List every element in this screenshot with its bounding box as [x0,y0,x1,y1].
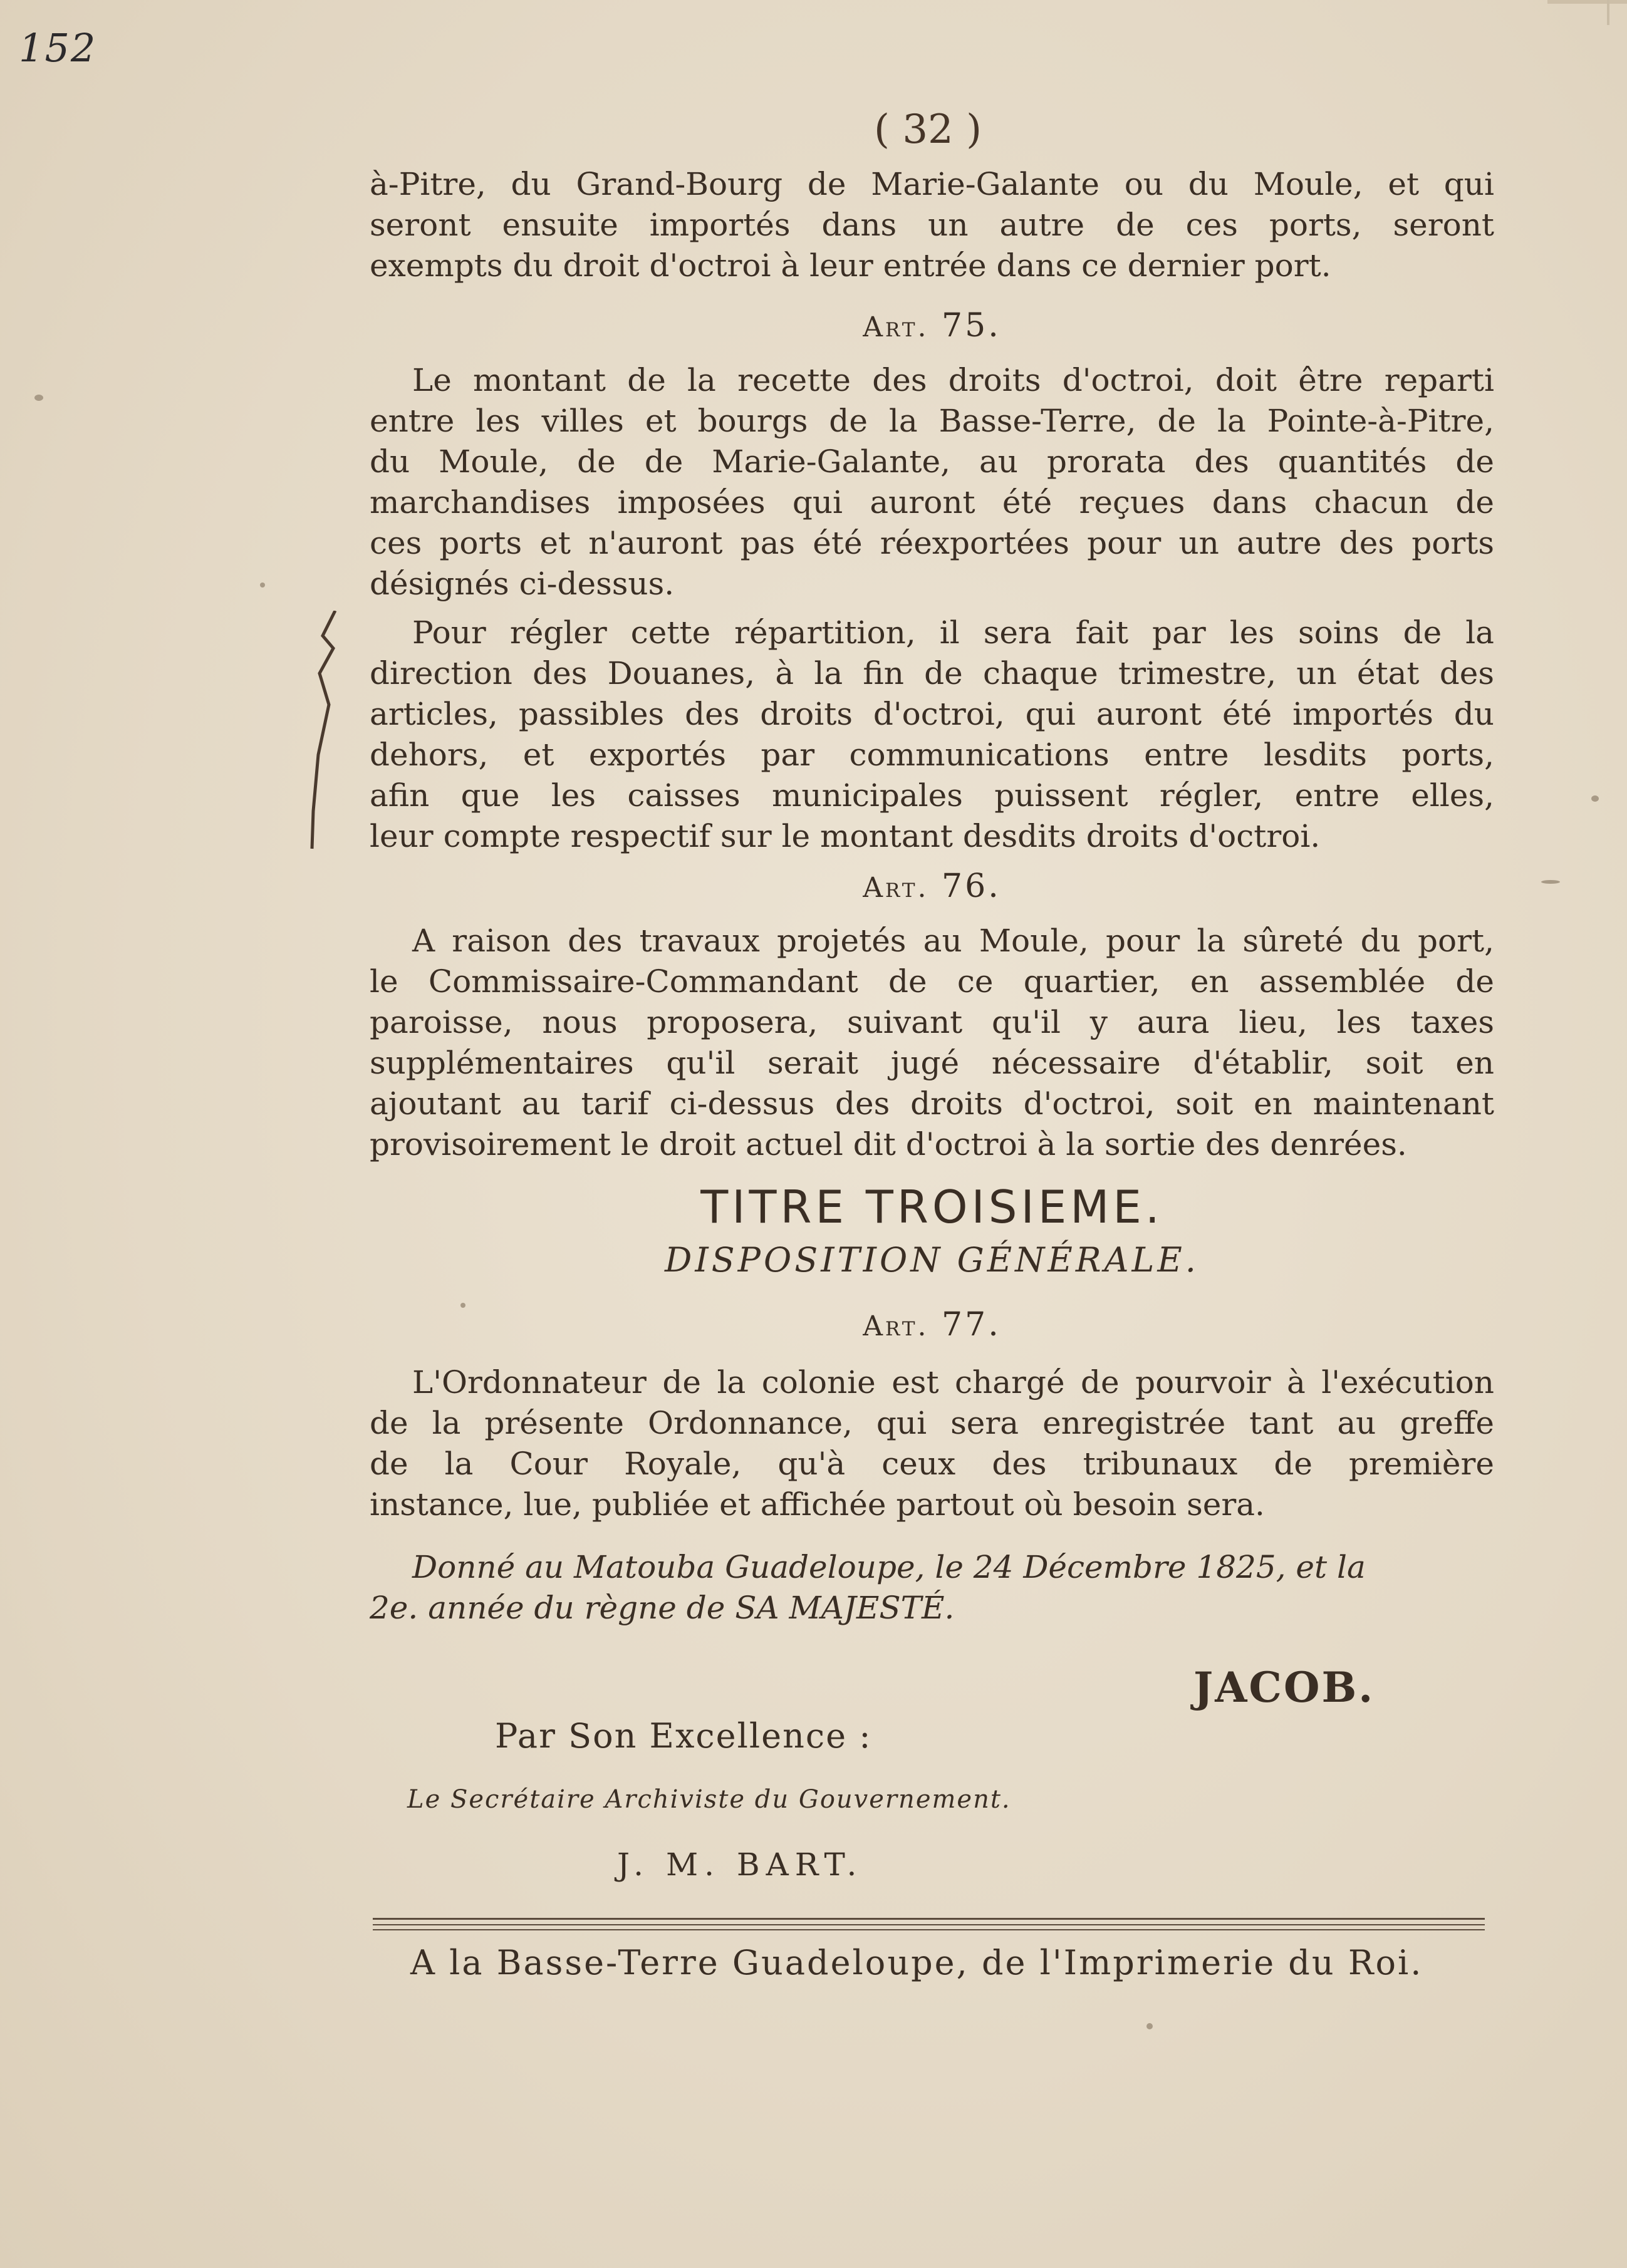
text-line: paroisse, nous proposera, suivant qu'il y aura lieu, les taxes [370,1004,1494,1040]
page-number: ( 32 ) [874,106,982,153]
margin-bracket-mark [307,611,351,861]
par-son-excellence: Par Son Excellence : [495,1716,872,1756]
article-76-heading [370,867,1494,905]
article-number: 76. [942,867,1001,905]
text-line: désignés ci-dessus. [370,566,675,602]
text-line: leur compte respectif sur le montant desdits droits d'octroi. [370,818,1321,854]
article-label: Art. [863,872,929,904]
article-label: Art. [863,1310,929,1342]
text-line: entre les villes et bourgs de la Basse-Terre, de la Pointe-à-Pitre, [370,403,1494,439]
text-line: ajoutant au tarif ci-dessus des droits d'octroi, soit en maintenant [370,1085,1494,1122]
text-line: seront ensuite importés dans un autre de ces ports, seront [370,207,1494,243]
text-line: Le montant de la recette des droits d'octroi, doit être reparti [412,362,1494,398]
text-line: L'Ordonnateur de la colonie est chargé de pourvoir à l'exécution [412,1364,1494,1401]
paper-speck [34,395,43,401]
text-line: à-Pitre, du Grand-Bourg de Marie-Galante ou du Moule, et qui [370,166,1494,202]
article-number: 77. [942,1306,1001,1344]
intro-paragraph [370,164,1494,286]
text-line: Donné au Matouba Guadeloupe, le 24 Décembre 1825, et la [412,1549,1366,1585]
text-line: le Commissaire-Commandant de ce quartier, en assemblée de [370,963,1494,1000]
paper-edge-mark [1607,0,1609,25]
text-line: de la présente Ordonnance, qui sera enregistrée tant au greffe [370,1405,1494,1441]
printer-imprint: A la Basse-Terre Guadeloupe, de l'Imprimerie du Roi. [410,1943,1423,1982]
divider-rule [373,1924,1485,1925]
paper-speck [1591,795,1599,802]
text-line: marchandises imposées qui auront été reçues dans chacun de [370,484,1494,520]
text-line: dehors, et exportés par communications entre lesdits ports, [370,737,1494,773]
article-77-heading [370,1306,1494,1344]
text-line: Pour régler cette répartition, il sera fait par les soins de la [412,614,1494,651]
paper-speck [1146,2023,1153,2029]
divider-rule [373,1929,1485,1930]
paper-speck [460,1303,465,1308]
closing-statement [370,1547,1494,1629]
divider-rule [373,1918,1485,1920]
text-line: articles, passibles des droits d'octroi, qui auront été importés du [370,696,1494,732]
text-line: direction des Douanes, à la fin de chaque trimestre, un état des [370,655,1494,691]
handwritten-note: 152 [19,25,97,71]
section-subtitle: DISPOSITION GÉNÉRALE. [665,1240,1199,1280]
text-line: du Moule, de de Marie-Galante, au prorata des quantités de [370,443,1494,480]
article-number: 75. [942,307,1001,344]
text-line: supplémentaires qu'il serait jugé nécessaire d'établir, soit en [370,1045,1494,1081]
text-line: ces ports et n'auront pas été réexportées pour un autre des ports [370,525,1494,561]
secretary-title: Le Secrétaire Archiviste du Gouvernement. [407,1785,1011,1814]
article-label: Art. [863,311,929,343]
article-76-paragraph [370,921,1494,1165]
paper-speck [1541,880,1560,884]
signatory-name: JACOB. [1193,1663,1375,1712]
text-line: instance, lue, publiée et affichée partout où besoin sera. [370,1486,1265,1523]
paper-speck [260,583,265,588]
paper-edge [1547,0,1627,4]
text-line: provisoirement le droit actuel dit d'octroi à la sortie des denrées. [370,1126,1407,1162]
text-line: de la Cour Royale, qu'à ceux des tribunaux de première [370,1446,1494,1482]
text-line: exempts du droit d'octroi à leur entrée dans ce dernier port. [370,247,1331,284]
section-title: TITRE TROISIEME. [700,1181,1163,1233]
text-line: A raison des travaux projetés au Moule, pour la sûreté du port, [412,923,1494,959]
article-77-paragraph [370,1362,1494,1525]
article-75-paragraph-1 [370,360,1494,604]
secretary-name: J. M. BART. [617,1846,863,1883]
text-line: 2e. année du règne de SA MAJESTÉ. [370,1590,955,1626]
text-line: afin que les caisses municipales puissent régler, entre elles, [370,777,1494,814]
article-75-paragraph-2 [370,613,1494,857]
article-75-heading [370,307,1494,344]
